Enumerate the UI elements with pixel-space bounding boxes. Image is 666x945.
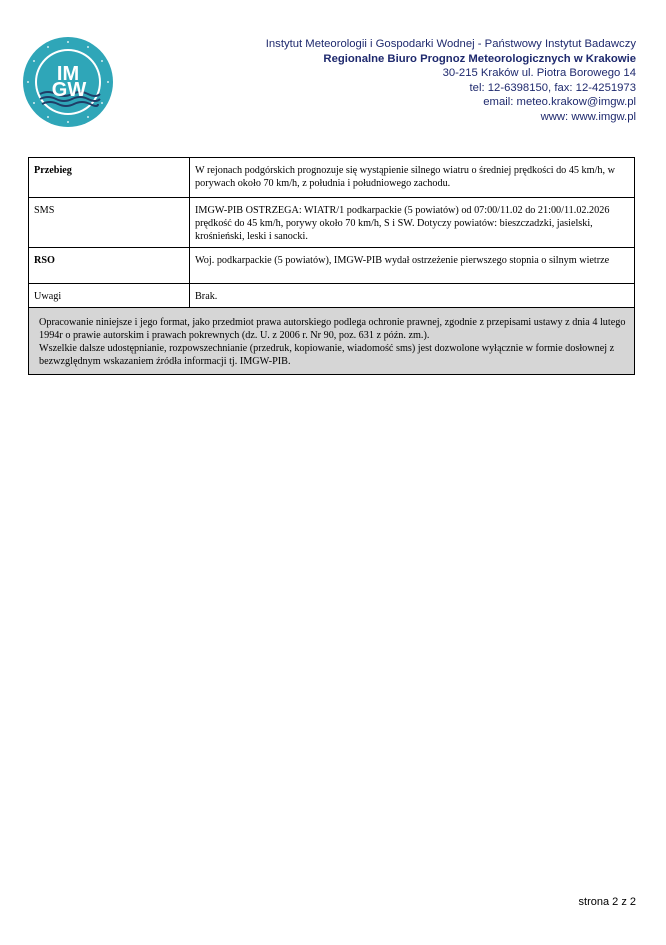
- row-label-uwagi: Uwagi: [29, 284, 190, 308]
- header-institute-name: Instytut Meteorologii i Gospodarki Wodnej - Państwowy Instytut Badawczy: [265, 38, 636, 50]
- row-label-rso: RSO: [29, 248, 190, 284]
- warning-table: [28, 157, 635, 375]
- row-value-sms: IMGW-PIB OSTRZEGA: WIATR/1 podkarpackie (5 powiatów) od 07:00/11.02 do 21:00/11.02.2026 prędkość do 45 km/h, porywy około 70 km/h, S i SW. Dotyczy powiatów: bieszczadzki, jasielski, krośnieński, leski i sanocki.: [190, 198, 635, 248]
- header-email[interactable]: email: meteo.krakow@imgw.pl: [483, 96, 636, 108]
- logo-letters-top: IM: [56, 63, 80, 85]
- header-phone-fax: tel: 12-6398150, fax: 12-4251973: [469, 81, 636, 94]
- imgw-logo: [22, 36, 114, 128]
- header-address: 30-215 Kraków ul. Piotra Borowego 14: [442, 67, 636, 79]
- header-website[interactable]: www: www.imgw.pl: [540, 110, 636, 123]
- header-office-name: Regionalne Biuro Prognoz Meteorologicznych w Krakowie: [323, 52, 636, 65]
- warning-table-container: [28, 157, 635, 375]
- logo-letters-bottom: GW: [51, 79, 87, 101]
- table-row-przebieg: [29, 158, 635, 198]
- imgw-logo-graphic: [22, 36, 114, 128]
- page-number: strona 2 z 2: [578, 896, 636, 908]
- row-value-uwagi: Brak.: [190, 284, 635, 308]
- row-label-sms: SMS: [29, 198, 190, 248]
- row-value-rso: Woj. podkarpackie (5 powiatów), IMGW-PIB wydał ostrzeżenie pierwszego stopnia o silnym wietrze: [190, 248, 635, 284]
- row-value-przebieg: W rejonach podgórskich prognozuje się wystąpienie silnego wiatru o średniej prędkości do 45 km/h, w porywach około 70 km/h, z południa i południowego zachodu.: [190, 158, 635, 198]
- copyright-paragraph-2: Wszelkie dalsze udostępnianie, rozpowszechnianie (przedruk, kopiowanie, wiadomość sms) jest dozwolone wyłącznie w formie dosłownej z bezwzględnym wskazaniem źródła informacji tj. IMGW-PIB.: [39, 343, 615, 367]
- copyright-note: [29, 308, 635, 375]
- table-row-sms: [29, 198, 635, 248]
- table-row-rso: [29, 248, 635, 284]
- institute-header: [266, 37, 636, 124]
- row-label-przebieg: Przebieg: [29, 158, 190, 198]
- copyright-paragraph-1: Opracowanie niniejsze i jego format, jako przedmiot prawa autorskiego podlega ochronie prawnej, zgodnie z przepisami ustawy z dnia 4 lutego 1994r o prawie autorskim i prawach pokrewnych (dz. U. z 2006 r. Nr 90, poz. 631 z późn. zm.).: [39, 317, 626, 341]
- table-row-uwagi: [29, 284, 635, 308]
- table-row-copyright: [29, 308, 635, 375]
